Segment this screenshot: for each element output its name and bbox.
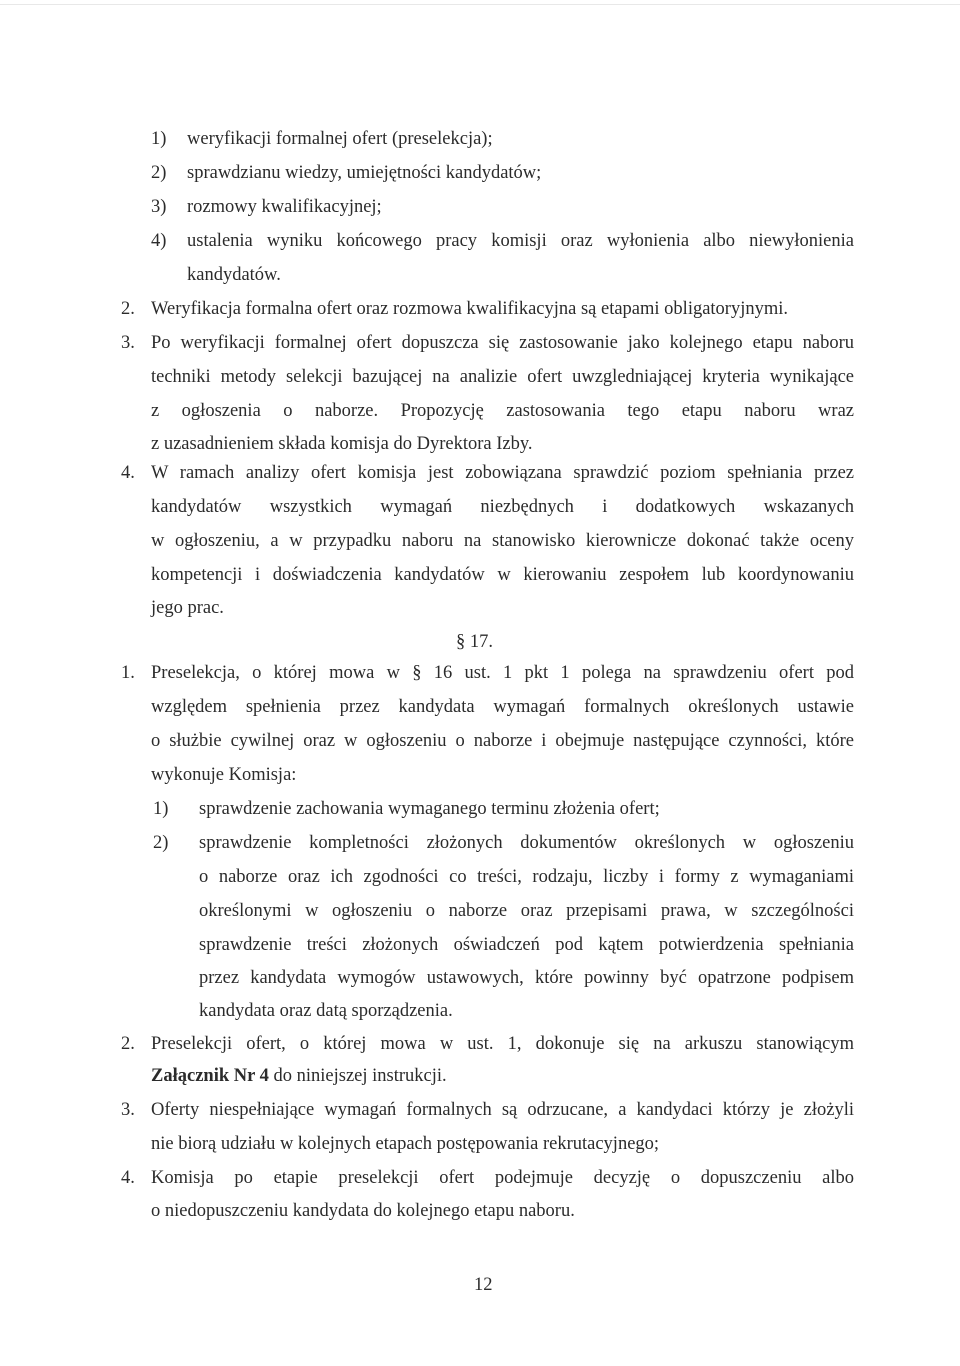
intro-item-1-number: 1) [151, 129, 167, 149]
s17-sub-1-text: sprawdzenie zachowania wymaganego terminu złożenia ofert; [199, 799, 660, 819]
attachment-reference: Załącznik Nr 4 [151, 1066, 269, 1086]
s17-sub-2-number: 2) [153, 833, 169, 853]
s17-point-4-line-2: o niedopuszczeniu kandydata do kolejnego etapu naboru. [151, 1201, 575, 1221]
intro-item-3-number: 3) [151, 197, 167, 217]
scan-edge-line [0, 4, 960, 5]
section-heading: § 17. [456, 632, 493, 652]
intro-item-4-text-line-2: kandydatów. [187, 265, 281, 285]
point-4-line-1: W ramach analizy ofert komisja jest zobowiązana sprawdzić poziom spełniania przez [151, 463, 854, 483]
page-number: 12 [474, 1275, 493, 1295]
point-3-line-2: techniki metody selekcji bazującej na analizie ofert uwzgledniającej kryteria wynikające [151, 367, 854, 387]
s17-point-3-line-2: nie biorą udziału w kolejnych etapach postępowania rekrutacyjnego; [151, 1134, 660, 1154]
point-2-text: Weryfikacja formalna ofert oraz rozmowa kwalifikacyjna są etapami obligatoryjnymi. [151, 299, 789, 319]
s17-point-1-line-1: Preselekcja, o której mowa w § 16 ust. 1 pkt 1 polega na sprawdzeniu ofert pod [151, 663, 854, 683]
point-4-number: 4. [121, 463, 135, 483]
s17-point-2-number: 2. [121, 1034, 135, 1054]
s17-sub-2-line-4: sprawdzenie treści złożonych oświadczeń pod kątem potwierdzenia spełniania [199, 935, 854, 955]
s17-sub-2-line-5: przez kandydata wymogów ustawowych, które powinny być opatrzone podpisem [199, 968, 854, 988]
intro-item-1-text: weryfikacji formalnej ofert (preselekcja); [187, 129, 493, 149]
point-3-line-1: Po weryfikacji formalnej ofert dopuszcza się zastosowanie jako kolejnego etapu naboru [151, 333, 854, 353]
s17-point-3-line-1: Oferty niespełniające wymagań formalnych są odrzucane, a kandydaci którzy je złożyli [151, 1100, 854, 1120]
point-4-line-2: kandydatów wszystkich wymagań niezbędnych i dodatkowych wskazanych [151, 497, 854, 517]
point-3-line-4: z uzasadnieniem składa komisja do Dyrektora Izby. [151, 434, 533, 454]
s17-point-3-number: 3. [121, 1100, 135, 1120]
intro-item-4-number: 4) [151, 231, 167, 251]
s17-point-1-line-3: o służbie cywilnej oraz w ogłoszeniu o naborze i obejmuje następujące czynności, które [151, 731, 854, 751]
point-3-line-3: z ogłoszenia o naborze. Propozycję zastosowania tego etapu naboru wraz [151, 401, 854, 421]
s17-sub-2-line-6: kandydata oraz datą sporządzenia. [199, 1001, 453, 1021]
s17-point-2-line-2 [151, 1064, 447, 1088]
s17-point-2-line-2-rest: do niniejszej instrukcji. [268, 1066, 447, 1086]
point-4-line-4: kompetencji i doświadczenia kandydatów w kierowaniu zespołem lub koordynowaniu [151, 565, 854, 585]
point-4-line-5: jego prac. [151, 598, 224, 618]
point-2-number: 2. [121, 299, 135, 319]
s17-sub-2-line-1: sprawdzenie kompletności złożonych dokumentów określonych w ogłoszeniu [199, 833, 854, 853]
intro-item-3-text: rozmowy kwalifikacyjnej; [187, 197, 382, 217]
s17-point-1-line-2: względem spełnienia przez kandydata wymagań formalnych określonych ustawie [151, 697, 854, 717]
s17-sub-2-line-3: określonymi w ogłoszeniu o naborze oraz przepisami prawa, w szczególności [199, 901, 854, 921]
intro-item-2-text: sprawdzianu wiedzy, umiejętności kandydatów; [187, 163, 542, 183]
s17-sub-2-line-2: o naborze oraz ich zgodności co treści, rodzaju, liczby i formy z wymaganiami [199, 867, 854, 887]
intro-item-4-text-line-1: ustalenia wyniku końcowego pracy komisji oraz wyłonienia albo niewyłonienia [187, 231, 854, 251]
point-3-number: 3. [121, 333, 135, 353]
s17-point-1-number: 1. [121, 663, 135, 683]
s17-point-4-line-1: Komisja po etapie preselekcji ofert podejmuje decyzję o dopuszczeniu albo [151, 1168, 854, 1188]
s17-sub-1-number: 1) [153, 799, 169, 819]
point-4-line-3: w ogłoszeniu, a w przypadku naboru na stanowisko kierownicze dokonać także oceny [151, 531, 854, 551]
s17-point-2-line-1: Preselekcji ofert, o której mowa w ust. 1, dokonuje się na arkuszu stanowiącym [151, 1034, 854, 1054]
s17-point-4-number: 4. [121, 1168, 135, 1188]
s17-point-1-line-4: wykonuje Komisja: [151, 765, 297, 785]
intro-item-2-number: 2) [151, 163, 167, 183]
